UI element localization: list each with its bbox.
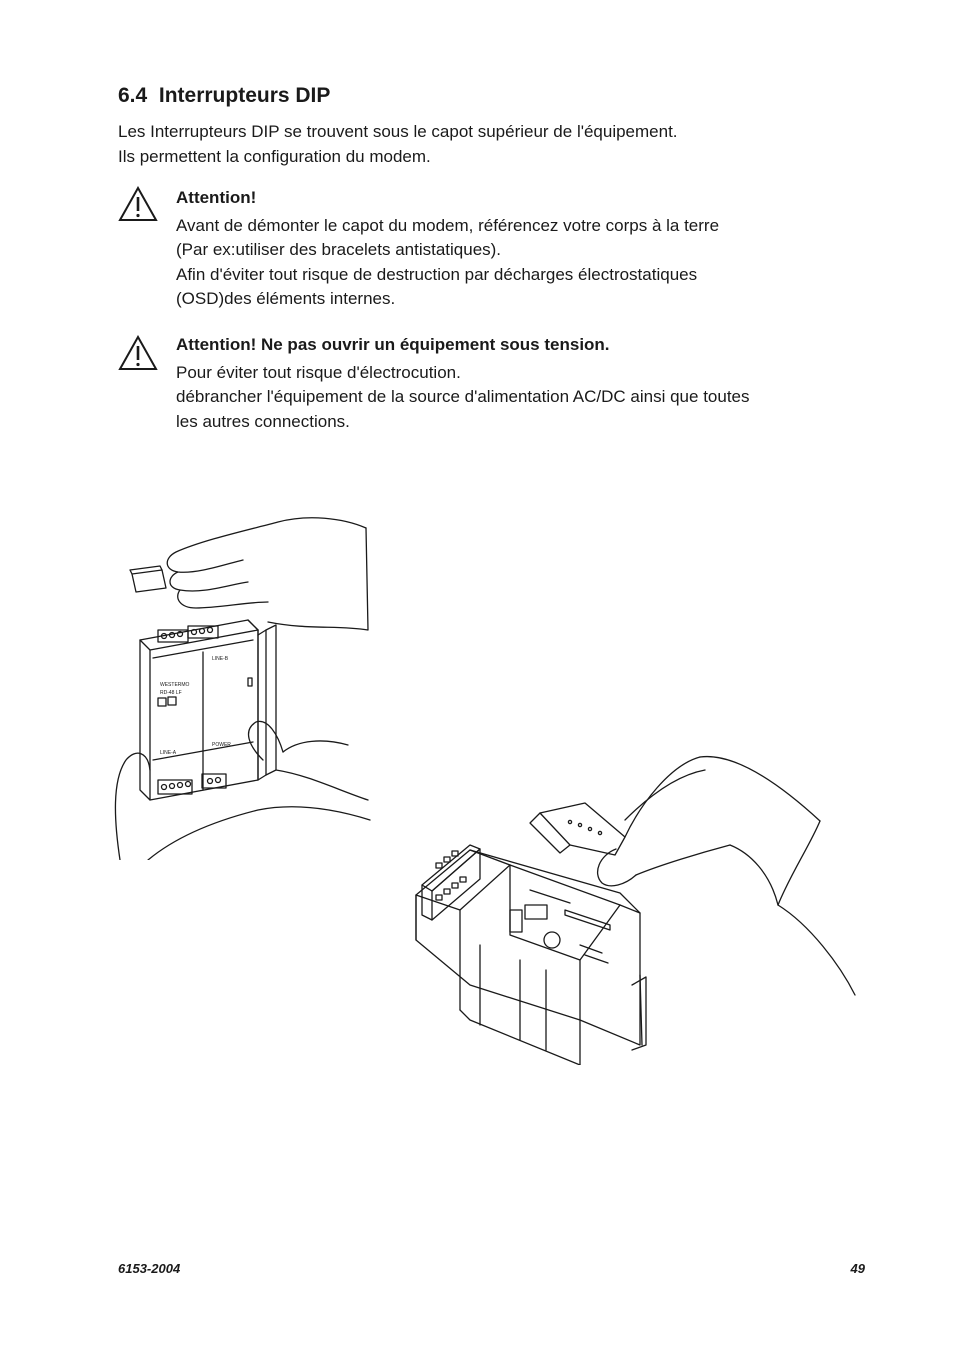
device-model-label: RD-48 LF (160, 690, 182, 696)
illustration-open-modem (410, 745, 870, 1065)
warning-line: Pour éviter tout risque d'électrocution. (176, 362, 461, 382)
intro-line: Ils permettent la configuration du modem. (118, 147, 431, 166)
warning-line: Avant de démonter le capot du modem, référencez votre corps à la terre (176, 215, 720, 235)
warning-triangle-icon (118, 186, 158, 222)
intro-line: Les Interrupteurs DIP se trouvent sous le capot supérieur de l'équipement. (118, 122, 678, 141)
warning-title: Attention! (176, 188, 257, 207)
warning-line: les autres connections. (176, 411, 350, 431)
section-title: Interrupteurs DIP (158, 84, 331, 107)
section-number: 6.4 (118, 84, 148, 107)
section-heading (118, 84, 330, 108)
warning-line: Afin d'éviter tout risque de destruction par décharges électrostatiques (176, 264, 698, 284)
footer-page-number: 49 (850, 1261, 865, 1276)
illustration-remove-cover (108, 490, 378, 860)
warning-line: (OSD)des éléments internes. (176, 289, 396, 308)
device-power-label: POWER (212, 742, 231, 748)
warning-line: (Par ex:utiliser des bracelets antistatiques). (176, 240, 502, 259)
device-line-a-label: LINE-A (160, 750, 177, 756)
warning-block-esd (176, 186, 836, 312)
warning-title: Attention! Ne pas ouvrir un équipement sous tension. (176, 335, 610, 354)
warning-block-power (176, 333, 836, 434)
device-brand-label: WESTERMO (160, 682, 190, 688)
device-line-b-label: LINE-B (212, 656, 229, 662)
intro-paragraph (118, 119, 678, 169)
warning-line: débrancher l'équipement de la source d'alimentation AC/DC ainsi que toutes (176, 387, 750, 406)
footer-doc-number: 6153-2004 (118, 1261, 181, 1276)
warning-triangle-icon (118, 335, 158, 371)
